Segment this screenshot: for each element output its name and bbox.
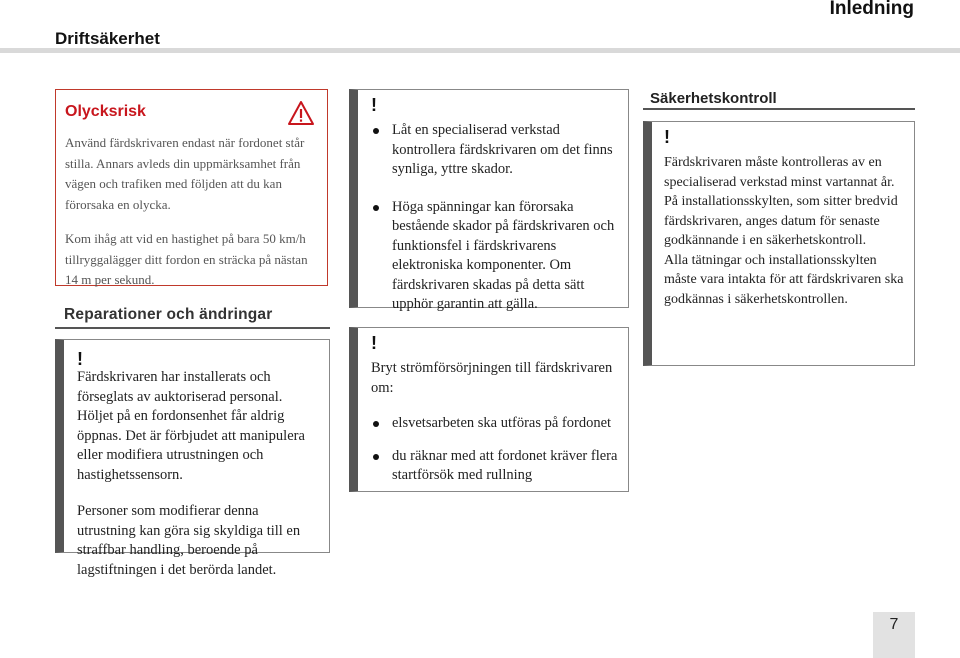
warning-paragraph: Kom ihåg att vid en hastighet på bara 50 km/h tillryggalägger ditt fordon en sträcka på nästan 14 m per sekund. [65, 231, 308, 287]
repairs-note [55, 339, 330, 578]
safety-check-note [643, 121, 915, 366]
header-divider [0, 48, 960, 53]
page-number-box [873, 612, 915, 658]
list-item: Höga spänningar kan förorsaka bestående skador på färdskrivaren och funktionsfel i färdskrivarens elektroniska komponenter. Om färdskrivaren skadas på detta sätt upphör garantin att gälla. [371, 198, 618, 315]
list-item: du räknar med att fordonet kräver flera startförsök med rullning [371, 447, 618, 486]
note-paragraph: På installationsskylten, som sitter bredvid färdskrivaren, anges datum för senaste godkännande i en säkerhetskontroll. [664, 194, 898, 248]
bullet-icon [373, 128, 379, 134]
bullet-icon [373, 205, 379, 211]
bullet-list [371, 414, 618, 486]
list-item: Låt en specialiserad verkstad kontrollera färdskrivaren om det finns synliga, yttre skador. [371, 121, 618, 180]
chapter-title: Inledning [829, 0, 914, 19]
note-paragraph: Alla tätningar och installationsskylten måste vara intakta för att färdskrivaren ska godkännas i säkerhetskontrollen. [664, 252, 904, 307]
exclamation-icon: ! [664, 127, 670, 147]
power-disconnect-note [349, 327, 629, 492]
exclamation-icon: ! [371, 333, 377, 353]
note-paragraph: Färdskrivaren måste kontrolleras av en specialiserad verkstad minst vartannat år. [664, 155, 895, 190]
warning-title: Olycksrisk [65, 103, 146, 120]
inspection-note [349, 89, 629, 312]
note-intro: Bryt strömförsörjningen till färdskrivaren om: [371, 360, 613, 396]
repairs-heading: Reparationer och ändringar [64, 306, 273, 323]
warning-paragraph: Använd färdskrivaren endast när fordonet står stilla. Annars avleds din uppmärksamhet från vägen och trafiken med följden att du kan förorsaka en olycka. [65, 135, 305, 212]
bullet-icon [373, 454, 379, 460]
heading-rule [55, 327, 330, 329]
warning-triangle-icon [287, 100, 315, 126]
page-number: 7 [889, 616, 899, 633]
note-paragraph: Personer som modifierar denna utrustning kan göra sig skyldiga till en straffbar handling, beroende på lagstiftningen i det berörda landet. [77, 503, 301, 578]
bullet-list [371, 121, 618, 315]
note-paragraph: Färdskrivaren har installerats och förseglats av auktoriserad personal. Höljet på en fordonsenhet får aldrig öppnas. Det är förbjudet att manipulera eller modifiera utrustningen och hastighetssensorn. [77, 369, 305, 483]
bullet-icon [373, 421, 379, 427]
exclamation-icon: ! [371, 95, 377, 115]
safety-check-heading: Säkerhetskontroll [650, 90, 777, 107]
warning-box [55, 89, 328, 286]
section-title: Driftsäkerhet [55, 29, 160, 48]
heading-rule [643, 108, 915, 110]
list-item: elsvetsarbeten ska utföras på fordonet [371, 414, 618, 434]
exclamation-icon: ! [77, 349, 83, 369]
